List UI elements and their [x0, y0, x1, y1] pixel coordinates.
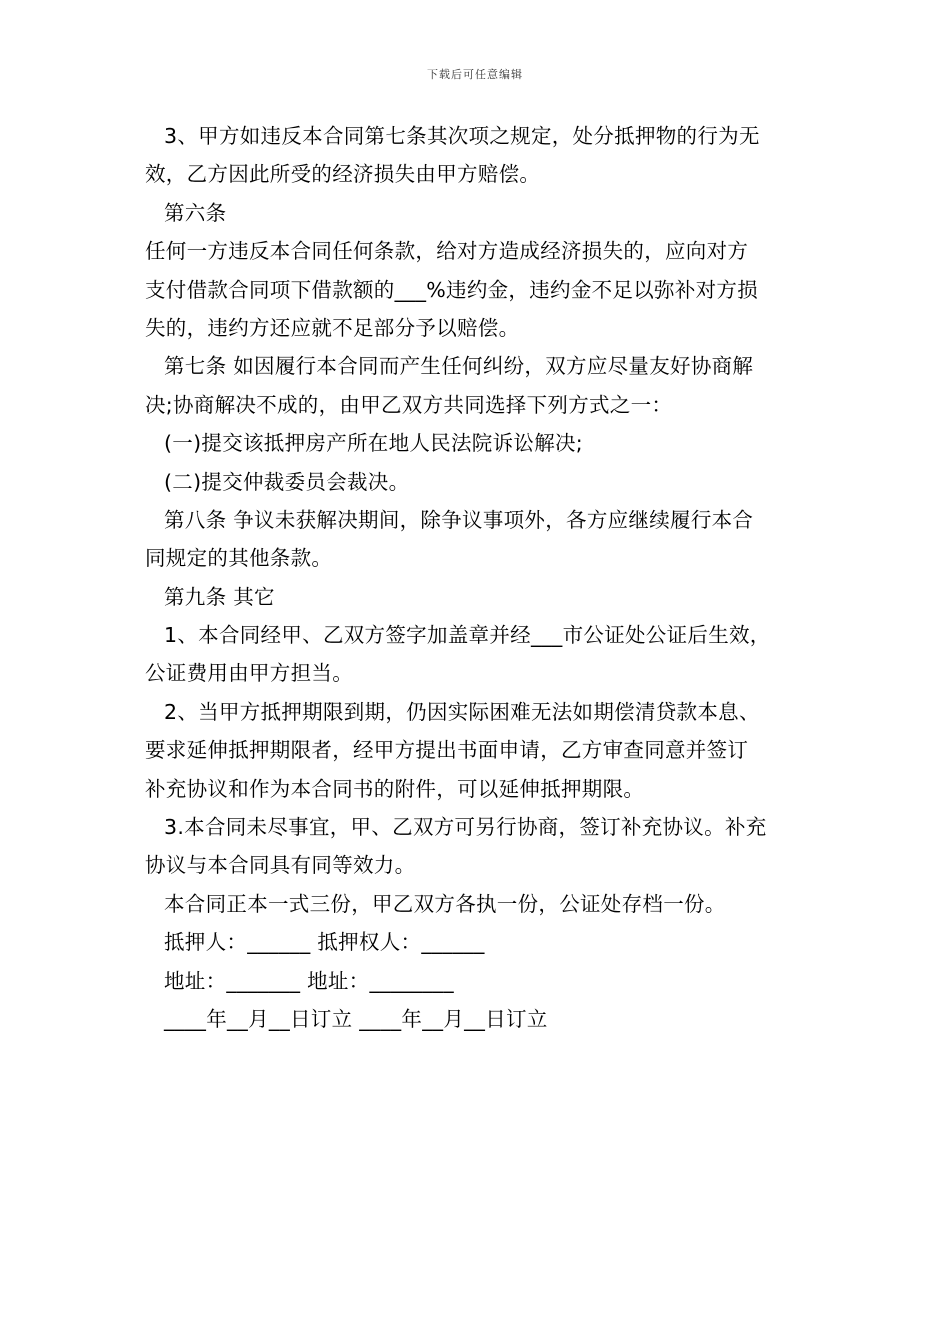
page-header: 下载后可任意编辑 — [427, 68, 523, 81]
contract-body — [145, 117, 813, 1038]
article-9-item-3-line-2: 协议与本合同具有同等效力。 — [145, 853, 416, 878]
article-7-option-1: (一)提交该抵押房产所在地人民法院诉讼解决; — [164, 431, 584, 456]
signature-parties: 抵押人：______ 抵押权人：______ — [164, 930, 485, 955]
signature-dates: ____年__月__日订立 ____年__月__日订立 — [164, 1006, 548, 1031]
article-9-item-1-line-1: 1、本合同经甲、乙双方签字加盖章并经___市公证处公证后生效， — [164, 623, 771, 648]
article-6-line-1: 任何一方违反本合同任何条款，给对方造成经济损失的，应向对方 — [145, 239, 749, 264]
article-7-line-2: 决;协商解决不成的，由甲乙双方共同选择下列方式之一： — [145, 392, 673, 417]
article-7-line-1: 第七条 如因履行本合同而产生任何纠纷，双方应尽量友好协商解 — [164, 354, 754, 379]
article-9-heading: 第九条 其它 — [164, 584, 275, 609]
article-8-line-2: 同规定的其他条款。 — [145, 546, 333, 571]
article-9-item-2-line-1: 2、当甲方抵押期限到期，仍因实际困难无法如期偿清贷款本息、 — [164, 699, 760, 724]
clause-6-3-line-2: 效，乙方因此所受的经济损失由甲方赔偿。 — [145, 162, 541, 187]
copies-statement: 本合同正本一式三份，甲乙双方各执一份，公证处存档一份。 — [164, 891, 726, 916]
article-6-line-2: 支付借款合同项下借款额的___%违约金，违约金不足以弥补对方损 — [145, 277, 759, 302]
article-9-item-1-line-2: 公证费用由甲方担当。 — [145, 661, 353, 686]
article-9-item-3-line-1: 3.本合同未尽事宜，甲、乙双方可另行协商，签订补充协议。补充 — [164, 815, 767, 840]
article-6-line-3: 失的，违约方还应就不足部分予以赔偿。 — [145, 315, 520, 340]
signature-addresses: 地址：_______ 地址：________ — [164, 968, 454, 993]
clause-6-3-line-1: 3、甲方如违反本合同第七条其次项之规定，处分抵押物的行为无 — [164, 124, 760, 148]
article-7-option-2: (二)提交仲裁委员会裁决。 — [164, 469, 410, 494]
article-9-item-2-line-2: 要求延伸抵押期限者，经甲方提出书面申请，乙方审查同意并签订 — [145, 738, 749, 763]
article-6-heading: 第六条 — [164, 200, 227, 225]
article-8-line-1: 第八条 争议未获解决期间，除争议事项外，各方应继续履行本合 — [164, 507, 754, 532]
article-9-item-2-line-3: 补充协议和作为本合同书的附件，可以延伸抵押期限。 — [145, 776, 645, 801]
